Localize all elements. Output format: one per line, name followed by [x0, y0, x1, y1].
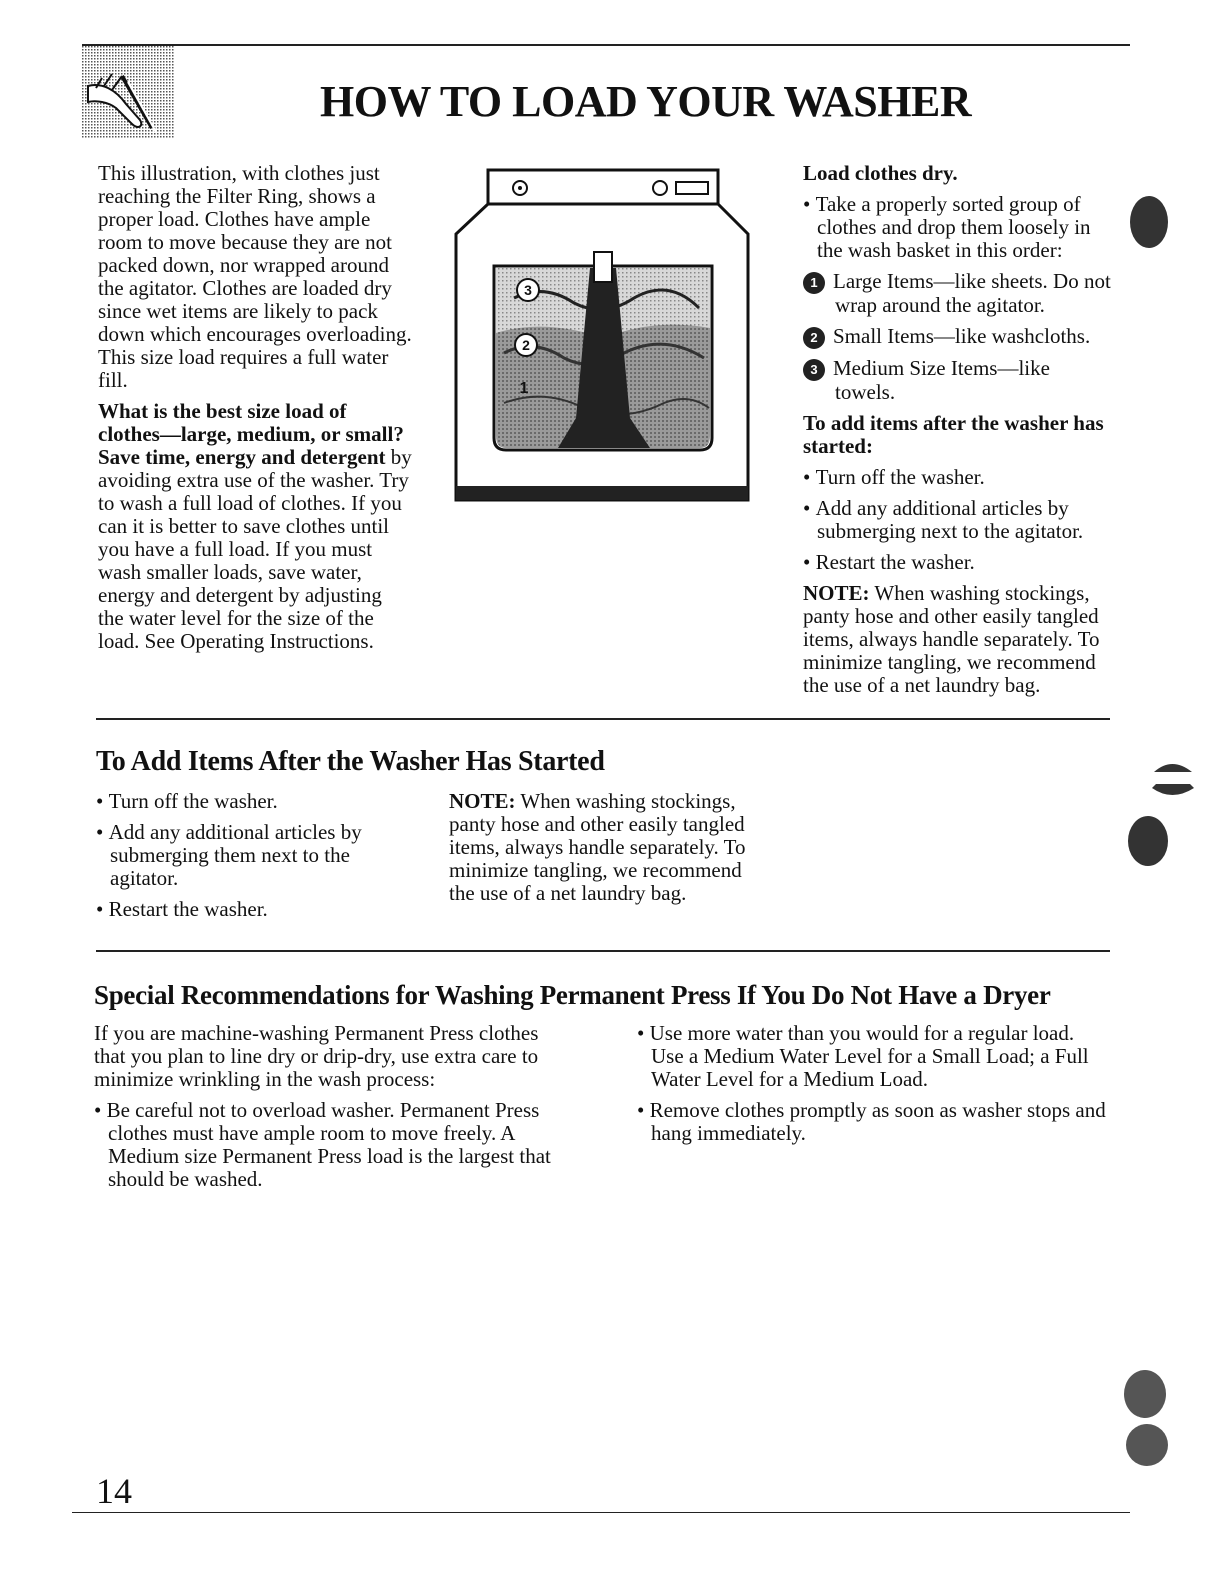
- page-title: HOW TO LOAD YOUR WASHER: [320, 77, 972, 126]
- load-dry-bullet: • Take a properly sorted group of clothes and drop them loosely in the wash basket in this order:: [803, 193, 1113, 262]
- illustration-label-3: 3: [524, 282, 532, 298]
- add-section-bullet: • Restart the washer.: [96, 898, 386, 921]
- note-text: When washing stockings, panty hose and other easily tangled items, always handle separately. To minimize tangling, we recommend the use of a net laundry bag.: [449, 789, 746, 905]
- section-divider: [96, 950, 1110, 952]
- order-item: [803, 325, 1113, 349]
- number-3-icon: 3: [803, 359, 825, 381]
- hand-loading-icon: [82, 46, 174, 138]
- permanent-press-intro: If you are machine-washing Permanent Press clothes that you plan to line dry or drip-dry, use extra care to minimize wrinkling in the wash process:: [94, 1021, 539, 1091]
- illustration-label-1: 1: [519, 380, 529, 397]
- load-dry-heading: Load clothes dry.: [803, 161, 958, 185]
- number-1-icon: 1: [803, 272, 825, 294]
- permanent-press-bullet: • Be careful not to overload washer. Permanent Press clothes must have ample room to move freely. A Medium size Permanent Press load is the largest that should be washed.: [94, 1099, 564, 1191]
- left-column: [98, 162, 412, 661]
- add-items-section-note: [449, 790, 767, 913]
- order-item-text: Large Items—like sheets. Do not wrap around the agitator.: [833, 269, 1111, 317]
- footer-rule: [72, 1512, 1130, 1513]
- add-items-bullet: • Add any additional articles by submerging next to the agitator.: [803, 497, 1113, 543]
- binder-tab-icon: [1150, 758, 1196, 798]
- permanent-press-bullet: • Use more water than you would for a regular load. Use a Medium Water Level for a Small Load; a Full Water Level for a Medium Load.: [637, 1022, 1107, 1091]
- add-items-bullet: • Turn off the washer.: [803, 466, 1113, 489]
- note-paragraph: [803, 582, 1113, 697]
- order-item: [803, 270, 1113, 317]
- best-size-bold: What is the best size load of clothes—large, medium, or small? Save time, energy and detergent: [98, 399, 404, 469]
- binder-hole-icon: [1128, 816, 1168, 866]
- intro-paragraph: This illustration, with clothes just reaching the Filter Ring, shows a proper load. Clothes have ample room to move because they are not packed down, nor wrapped around the agitator. Clothes are loaded dry since wet items are likely to pack down which encourages overloading. This size load requires a full water fill.: [98, 161, 412, 392]
- header-top-rule: [82, 44, 1130, 46]
- binder-hole-icon: [1130, 196, 1168, 248]
- section-divider: [96, 718, 1110, 720]
- note-label: NOTE:: [449, 789, 516, 813]
- note-label: NOTE:: [803, 581, 870, 605]
- right-column: [803, 162, 1113, 705]
- best-size-rest: by avoiding extra use of the washer. Try to wash a full load of clothes. If you can it is better to save clothes until you have a full load. If you must wash smaller loads, save water, energy and detergent by adjusting the water level for the size of the load. See Operating Instructions.: [98, 445, 412, 653]
- add-items-section-bullets: [96, 790, 386, 929]
- order-item-text: Small Items—like washcloths.: [833, 324, 1091, 348]
- add-items-section-heading: To Add Items After the Washer Has Started: [96, 746, 605, 777]
- note-text: When washing stockings, panty hose and other easily tangled items, always handle separately. To minimize tangling, we recommend the use of a net laundry bag.: [803, 581, 1100, 697]
- permanent-press-left: [94, 1022, 564, 1199]
- page-number: 14: [96, 1471, 132, 1511]
- add-section-bullet: • Turn off the washer.: [96, 790, 386, 813]
- add-items-bullet: • Restart the washer.: [803, 551, 1113, 574]
- binder-hole-icon: [1124, 1370, 1166, 1418]
- number-2-icon: 2: [803, 327, 825, 349]
- permanent-press-right: [637, 1022, 1107, 1153]
- permanent-press-heading: Special Recommendations for Washing Permanent Press If You Do Not Have a Dryer: [94, 980, 1051, 1010]
- best-size-paragraph: [98, 400, 412, 653]
- add-items-heading: To add items after the washer has started:: [803, 411, 1104, 458]
- washer-illustration: [454, 168, 750, 502]
- binder-hole-icon: [1126, 1424, 1168, 1466]
- order-item: [803, 357, 1113, 404]
- add-section-bullet: • Add any additional articles by submerging them next to the agitator.: [96, 821, 386, 890]
- order-item-text: Medium Size Items—like towels.: [833, 356, 1050, 404]
- permanent-press-bullet: • Remove clothes promptly as soon as washer stops and hang immediately.: [637, 1099, 1107, 1145]
- note-paragraph: [449, 790, 767, 905]
- illustration-label-2: 2: [522, 337, 530, 353]
